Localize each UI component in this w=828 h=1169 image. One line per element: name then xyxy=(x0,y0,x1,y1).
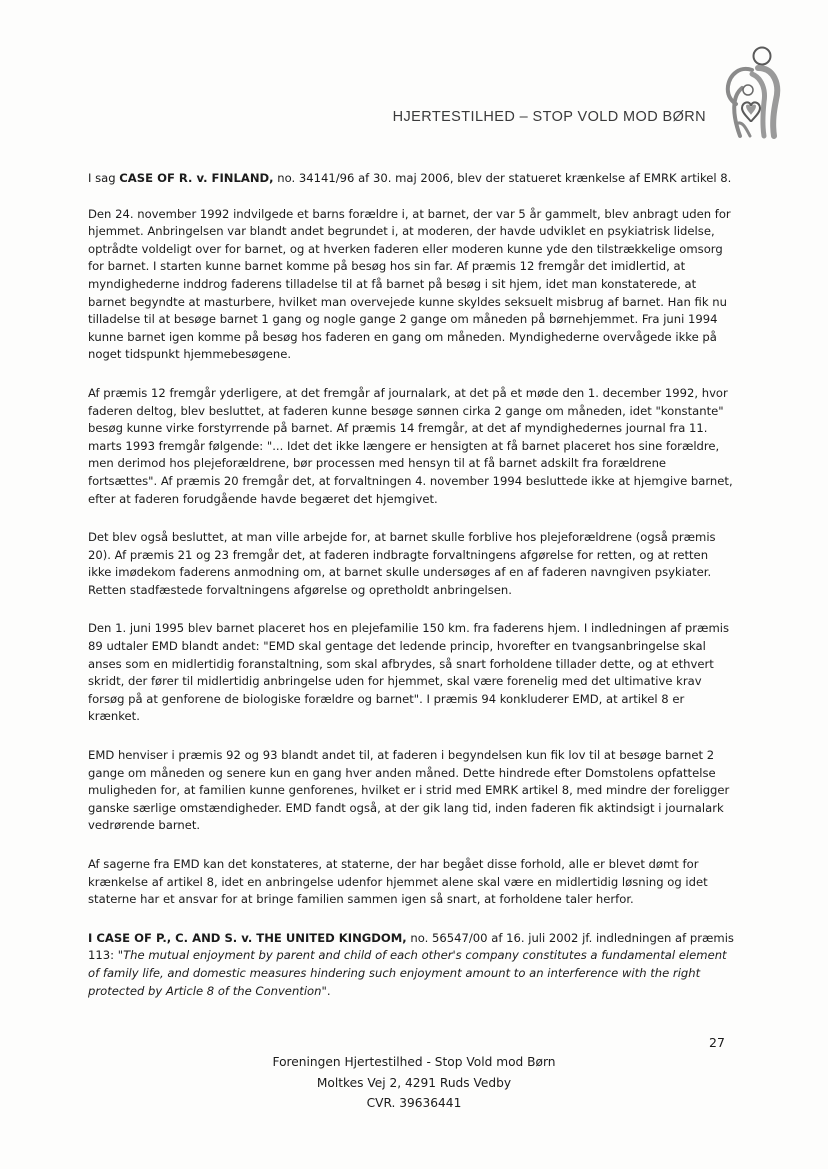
paragraph-7-end: . xyxy=(326,983,331,998)
paragraph-7-post: no. 56547/00 af 16. juli 2002 jf. indledningen af præmis 113: xyxy=(88,930,734,963)
footer-organization: Foreningen Hjertestilhed - Stop Vold mod Børn xyxy=(272,1055,556,1069)
page-number: 27 xyxy=(709,1035,725,1050)
document-body xyxy=(88,170,734,1021)
paragraph-2: Af præmis 12 fremgår yderligere, at det fremgår af journalark, at det på et møde den 1. december 1992, hvor faderen deltog, blev besluttet, at faderen kunne besøge sønnen cirka 2 gange om måneden, idet "konstante" besøg kunne virke forstyrrende på barnet. Af præmis 14 fremgår, at det af myndighedernes journal fra 11. marts 1993 fremgår følgende: "... Idet det ikke længere er hensigten at få barnet placeret hos sine forældre, men derimod hos plejeforældrene, bør processen med hensyn til at få barnet adskilt fra forældrene fortsættes". Af præmis 20 fremgår det, at forvaltningen 4. november 1994 besluttede ikke at hjemgive barnet, efter at faderen forudgående havde begæret det hjemgivet. xyxy=(88,385,733,506)
case-title-r-v-finland: CASE OF R. v. FINLAND, xyxy=(119,171,274,185)
paragraph-5: EMD henviser i præmis 92 og 93 blandt andet til, at faderen i begyndelsen kun fik lov til at besøge barnet 2 gange om måneden og senere kun en gang hver anden måned. Dette hindrede efter Domstolens opfattelse muligheden for, at familien kunne genforenes, hvilket er i strid med EMRK artikel 8, med mindre der foreligger ganske særlige omstændigheder. EMD fandt også, at der gik lang tid, inden faderen fik aktindsigt i journalark vedrørende barnet. xyxy=(88,748,730,833)
footer-address: Moltkes Vej 2, 4291 Ruds Vedby xyxy=(316,1075,512,1090)
footer-cvr: CVR. 39636441 xyxy=(366,1096,462,1110)
paragraph-0-pre: I sag xyxy=(88,171,120,185)
paragraph-case-r-v-finland xyxy=(88,170,734,188)
page-footer xyxy=(0,1052,828,1114)
paragraph-4: Den 1. juni 1995 blev barnet placeret hos en plejefamilie 150 km. fra faderens hjem. I indledningen af præmis 89 udtaler EMD blandt andet: "EMD skal gentage det ledende princip, hvorefter en tvangsanbringelse skal anses som en midlertidig foranstaltning, som skal afbrydes, så snart forholdene tillader dette, og at ethvert skridt, der fører til midlertidig anbringelse uden for hjemmet, skal være forenelig med det ultimative krav forsøg på at genforene de biologiske forældre og barnet". I præmis 94 konkluderer EMD, at artikel 8 er krænket. xyxy=(88,621,730,724)
convention-quote: "The mutual enjoyment by parent and child of each other's company constitutes a fundamental element of family life, and domestic measures hindering such enjoyment amount to an interference with the right protected by Article 8 of the Convention" xyxy=(88,948,727,998)
paragraph-0-post: no. 34141/96 af 30. maj 2006, blev der statueret krænkelse af EMRK artikel 8. xyxy=(273,171,732,185)
header-title: HJERTESTILHED – STOP VOLD MOD BØRN xyxy=(392,109,706,125)
case-title-p-c-s-v-uk: I CASE OF P., C. AND S. v. THE UNITED KINGDOM, xyxy=(88,930,407,945)
heart-family-logo-icon xyxy=(722,44,782,140)
paragraph-6: Af sagerne fra EMD kan det konstateres, at staterne, der har begået disse forhold, alle er blevet dømt for krænkelse af artikel 8, idet en anbringelse udenfor hjemmet alene skal være en midlertidig løsning og idet staterne har et ansvar for at bringe familien sammen igen så snart, at forholdene taler herfor. xyxy=(88,857,708,907)
paragraph-case-p-c-s-v-uk xyxy=(88,930,734,1000)
paragraph-1: Den 24. november 1992 indvilgede et barns forældre i, at barnet, der var 5 år gammelt, blev anbragt uden for hjemmet. Anbringelsen var blandt andet begrundet i, at moderen, der havde udviklet en psykiatrisk lidelse, optrådte voldeligt over for barnet, og at hverken faderen eller moderen kunne yde den tilstrækkelige omsorg for barnet. I starten kunne barnet komme på besøg hos sin far. Af præmis 12 fremgår det imidlertid, at myndighederne inddrog faderens tilladelse til at få barnet på besøg i sit hjem, idet man konstaterede, at barnet begyndte at masturbere, hvilket man overvejede kunne skyldes seksuelt misbrug af barnet. Han fik nu tilladelse til at besøge barnet 1 gang og nogle gange 2 gange om måneden på børnehjemmet. Fra juni 1994 kunne barnet igen komme på besøg hos faderen en gang om måneden. Myndighederne overvågede ikke på noget tidspunkt hjemmebesøgene. xyxy=(88,206,731,362)
paragraph-3: Det blev også besluttet, at man ville arbejde for, at barnet skulle forblive hos plejeforældrene (også præmis 20). Af præmis 21 og 23 fremgår det, at faderen indbragte forvaltningens afgørelse for retten, og at retten ikke imødekom faderens anmodning om, at barnet skulle undersøges af en af faderen navngiven psykiater. Retten stadfæstede forvaltningens afgørelse og opretholdt anbringelsen. xyxy=(88,530,716,597)
